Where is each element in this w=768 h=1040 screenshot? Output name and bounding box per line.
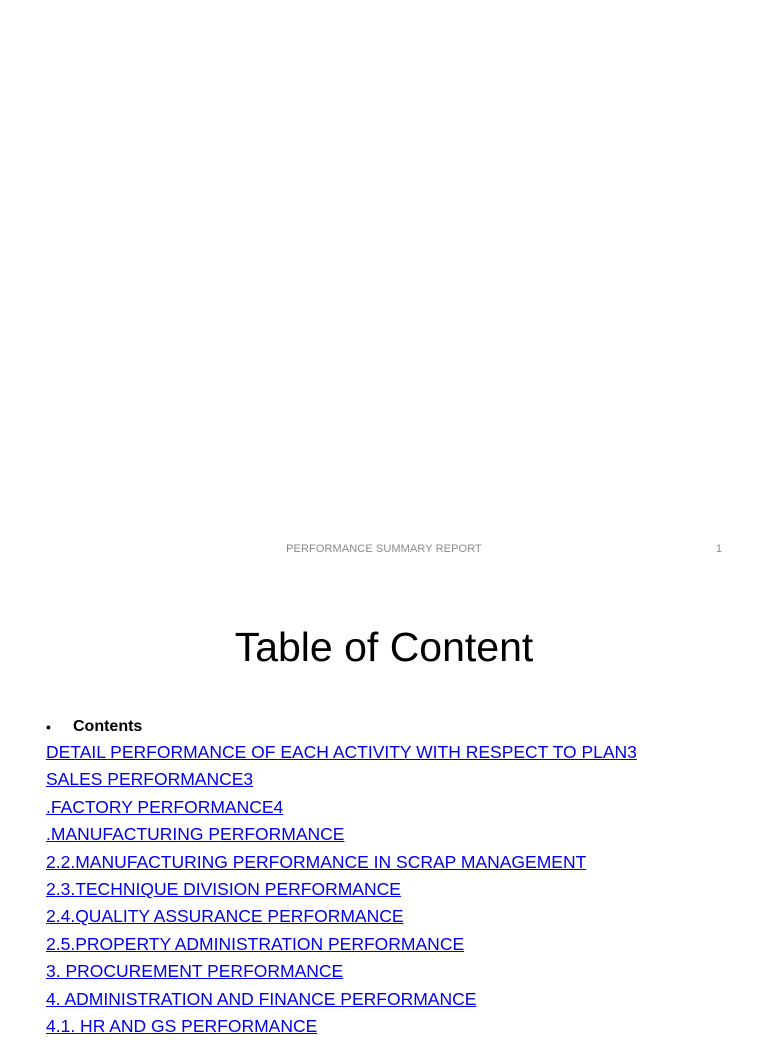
toc-link-detail-performance[interactable]: DETAIL PERFORMANCE OF EACH ACTIVITY WITH RESPECT TO PLAN3: [46, 742, 637, 762]
page-title: Table of Content: [234, 624, 534, 670]
footer-report-title: PERFORMANCE SUMMARY REPORT: [286, 543, 482, 555]
toc-link-scrap-management[interactable]: 2.2.MANUFACTURING PERFORMANCE IN SCRAP MANAGEMENT: [46, 851, 587, 872]
table-of-contents: [46, 715, 746, 1040]
bullet-icon: •: [46, 719, 51, 735]
page-number: 1: [715, 543, 722, 555]
contents-heading: Contents: [73, 718, 143, 735]
toc-link-manufacturing-performance[interactable]: .MANUFACTURING PERFORMANCE: [46, 824, 345, 845]
toc-link-technique-division[interactable]: 2.3.TECHNIQUE DIVISION PERFORMANCE: [46, 878, 401, 899]
toc-link-factory-performance[interactable]: .FACTORY PERFORMANCE4: [46, 796, 284, 817]
toc-link-quality-assurance[interactable]: 2.4.QUALITY ASSURANCE PERFORMANCE: [46, 906, 404, 927]
toc-link-procurement[interactable]: 3. PROCUREMENT PERFORMANCE: [46, 961, 344, 982]
toc-link-hr-gs[interactable]: 4.1. HR AND GS PERFORMANCE: [46, 1015, 318, 1036]
toc-link-sales-performance[interactable]: SALES PERFORMANCE3: [46, 769, 254, 790]
toc-link-administration-finance[interactable]: 4. ADMINISTRATION AND FINANCE PERFORMANCE: [46, 988, 477, 1009]
toc-link-property-administration[interactable]: 2.5.PROPERTY ADMINISTRATION PERFORMANCE: [46, 933, 465, 954]
contents-heading-row: [46, 715, 746, 739]
slide-2: [0, 576, 768, 1036]
